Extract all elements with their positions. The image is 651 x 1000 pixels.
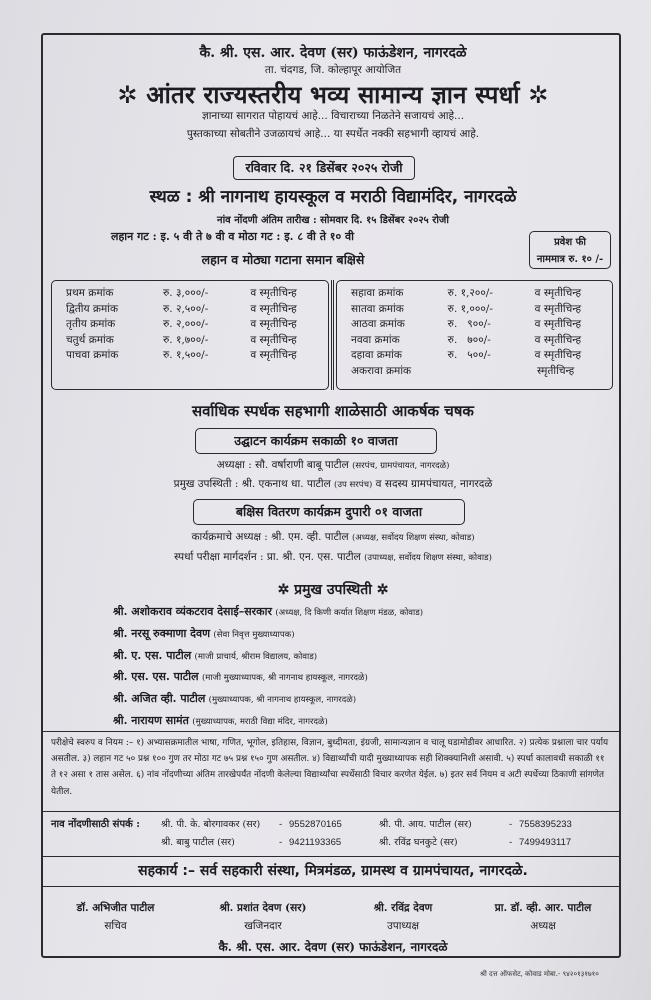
prize-amount: रु. २,५००/- [163, 302, 209, 315]
guest-desc: (सेवा निवृत्त मुख्याध्यापक) [213, 629, 295, 640]
prize-memento: व स्मृतीचिन्ह [534, 302, 582, 315]
guest-name: श्री. एस. एस. पाटील [113, 670, 199, 684]
prize-memento: व स्मृतीचिन्ह [534, 318, 582, 330]
contact-label: नाव नोंदणीसाठी संपर्क : [51, 819, 140, 830]
distribution-president-desc: (अध्यक्ष, सर्वोदय शिक्षण संस्था, कोवाड) [351, 533, 475, 543]
officer-role: सचिव [104, 920, 127, 932]
prize-memento: व स्मृतीचिन्ह [534, 349, 582, 361]
chief-guest-name: प्रमुख उपस्थिती : श्री. एकनाथ धा. पाटील [173, 478, 331, 490]
guest-name: श्री. नरसू रुक्माणा देवण [113, 626, 211, 640]
contact-phone: 7499493117 [519, 837, 572, 848]
guest-desc: (मुख्याध्यापक, मराठी विद्या मंदिर, नागरदळे) [192, 716, 328, 727]
prize-amount: रु. १,५००/- [163, 349, 209, 361]
prize-row [351, 364, 612, 380]
prize-amount: रु. १,०००/- [447, 302, 493, 315]
prize-rank: चतुर्थ क्रमांक [66, 333, 114, 346]
poster-title: ✲ आंतर राज्यस्तरीय भव्य सामान्य ज्ञान स्पर्धा ✲ [117, 81, 549, 109]
organizer-location: ता. चंदगड, जि. कोल्हापूर आयोजित [264, 64, 402, 76]
prize-box-right [336, 280, 613, 390]
guest-item [113, 624, 423, 646]
prize-row [351, 317, 612, 333]
distribution-president-name: कार्यक्रमाचे अध्यक्ष : श्री. एम. व्ही. पाटील [191, 531, 349, 543]
prize-memento: व स्मृतीचिन्ह [534, 287, 582, 299]
equal-prizes-note: लहान व मोठ्या गटाना समान बक्षिसे [201, 252, 365, 267]
contact-row: श्री. बाबु पाटील (सर) - 9421193365 श्री. रविंद्र घनकुटे (सर) - 7499493117 [51, 834, 617, 852]
inauguration-president-desc: (सरपंच, ग्रामपंचायत, नागरदळे) [352, 461, 450, 471]
prize-amount: रु. २,०००/- [163, 318, 209, 330]
guest-list [113, 602, 423, 733]
prize-row [66, 302, 328, 318]
registration-deadline: नांव नोंदणी अंतिम तारीख : सोमवार दि. १५ डिसेंबर २०२५ रोजी [217, 215, 449, 226]
chief-guest-desc: (उप सरपंच) [334, 480, 373, 490]
prize-memento: व स्मृतीचिन्ह [534, 333, 582, 346]
officer [338, 899, 468, 935]
guest-name: श्री. अशोकराव व्यंकटराव देसाई–सरकार [113, 605, 272, 618]
prize-memento: स्मृतीचिन्ह [537, 364, 575, 377]
entry-fee-box [529, 231, 611, 269]
contact-name: श्री. बाबु पाटील (सर) [161, 837, 235, 848]
footer-organizer: कै. श्री. एस. आर. देवण (सर) फाऊंडेशन, नागरदळे [218, 940, 448, 954]
prize-rank: सातवा क्रमांक [351, 302, 404, 315]
guest-desc: (मुख्याध्यापक, श्री नागनाथ हायस्कूल, नागरदळे) [208, 695, 357, 706]
officer-role: खजिनदार [244, 920, 282, 932]
contact-name: श्री. पी. आय. पाटील (सर) [379, 819, 472, 830]
officer [188, 899, 338, 935]
prize-memento: व स्मृतीचिन्ह [250, 287, 297, 299]
chief-guest-suffix: व सदस्य ग्रामपंचायत, नागरदळे [375, 478, 493, 490]
officer-name: श्री. रविंद्र देवण [373, 902, 433, 914]
event-venue: स्थळ : श्री नागनाथ हायस्कूल व मराठी विद्यामंदिर, नागरदळे [149, 187, 517, 207]
prize-rank: अकरावा क्रमांक [351, 364, 412, 377]
guest-item [113, 689, 423, 711]
prize-rank: सहावा क्रमांक [351, 287, 404, 299]
prize-amount: रु. ७००/- [447, 333, 491, 346]
divider [43, 811, 619, 812]
prize-amount: रु. ३,०००/- [163, 287, 209, 299]
age-groups: लहान गट : इ. ५ वी ते ७ वी व मोठा गट : इ. ८ वी ते १० वी [111, 230, 355, 243]
prize-amount [445, 364, 529, 380]
distribution-president [43, 530, 623, 544]
prize-amount: रु. १,७००/- [163, 333, 209, 346]
officer [468, 899, 618, 935]
exam-guide-name: स्पर्धा परीक्षा मार्गदर्शन : प्रा. श्री. एन. एस. पाटील [174, 551, 361, 563]
prize-memento: व स्मृतीचिन्ह [250, 318, 297, 330]
prize-amount: रु. ५००/- [447, 349, 491, 361]
prize-rank: प्रथम क्रमांक [66, 287, 114, 299]
guest-item [113, 646, 423, 668]
contact-section [51, 816, 617, 852]
exam-guide-desc: (उपाध्यक्ष, सर्वोदय शिक्षण संस्था, कोवाड) [364, 553, 492, 563]
guest-name: श्री. अजित व्ही. पाटील [113, 692, 206, 706]
exam-guide [43, 550, 623, 564]
officer-role: अध्यक्ष [530, 920, 556, 932]
inauguration-president [43, 458, 623, 472]
prize-rank: तृतीय क्रमांक [66, 318, 116, 330]
prize-memento: व स्मृतीचिन्ह [250, 302, 297, 315]
prize-amount: रु. ९००/- [447, 318, 491, 330]
prize-memento: व स्मृतीचिन्ह [250, 333, 297, 346]
guests-heading: ✲ प्रमुख उपस्थिती ✲ [277, 582, 389, 598]
prize-rank: पाचवा क्रमांक [66, 349, 119, 361]
support-note: सहकार्य :– सर्व सहकारी संस्था, मित्रमंडळ, ग्रामस्थ व ग्रामपंचायत, नागरदळे. [138, 863, 528, 879]
guest-desc: (माजी प्राचार्य, श्रीराम विद्यालय, कोवाड) [194, 651, 318, 662]
entry-fee-value: नाममात्र रु. १० /- [536, 254, 604, 265]
guest-desc: (अध्यक्ष, दि किणी कर्यात शिक्षण मंडळ, कोवाड) [275, 608, 424, 618]
organizer-name: कै. श्री. एस. आर. देवण (सर) फाऊंडेशन, नागरदळे [199, 45, 467, 61]
prize-row [66, 286, 328, 302]
guest-item [113, 667, 423, 689]
prize-row [351, 302, 612, 318]
officer-name: डॉ. अभिजीत पाटील [76, 902, 155, 914]
prize-distribution-heading: बक्षिस वितरण कार्यक्रम दुपारी ०१ वाजता [193, 499, 465, 525]
contact-phone: 9421193365 [289, 837, 342, 848]
event-date-box: रविवार दि. २१ डिसेंबर २०२५ रोजी [233, 156, 415, 180]
contact-name: श्री. रविंद्र घनकुटे (सर) [379, 837, 458, 848]
guest-name: श्री. नारायण सामंत [113, 713, 189, 727]
prize-rank: दहावा क्रमांक [351, 349, 402, 361]
prize-table [51, 280, 611, 390]
inauguration-chief-guest [43, 477, 623, 491]
printer-credit: श्री दत्त ऑफसेट, कोवाड मोबा.- ९४२०१३१७१० [480, 970, 599, 978]
contact-name: श्री. पी. के. बोरगावकर (सर) [161, 819, 261, 830]
inauguration-heading: उद्घाटन कार्यक्रम सकाळी १० वाजता [195, 428, 437, 454]
divider [43, 886, 619, 887]
prize-row [66, 333, 328, 349]
tagline-line-1: ज्ञानाच्या सागरात पोहायचं आहे... विचाराच्या निळतेने सजायचं आहे... [201, 110, 465, 122]
prize-row [66, 348, 328, 364]
prize-amount: रु. १,२००/- [447, 287, 493, 299]
officer-name: प्रा. डॉ. व्ही. आर. पाटील [494, 902, 592, 914]
prize-row [351, 348, 612, 364]
prize-rank: आठवा क्रमांक [351, 318, 405, 330]
guest-name: श्री. ए. एस. पाटील [113, 648, 192, 662]
contact-phone: 9552870165 [289, 819, 342, 830]
officer-name: श्री. प्रशांत देवण (सर) [219, 902, 307, 914]
prize-divider [331, 280, 334, 390]
entry-fee-label: प्रवेश फी [554, 237, 586, 248]
trophy-note: सर्वाधिक स्पर्धक सहभागी शाळेसाठी आकर्षक चषक [192, 402, 474, 420]
officer-role: उपाध्यक्ष [386, 920, 419, 932]
prize-row [351, 333, 612, 349]
guest-item [113, 602, 423, 624]
officers-row [43, 899, 619, 935]
exam-rules: परीक्षेचे स्वरुप व नियम :– १) अभ्यासक्रमातील भाषा, गणित, भूगोल, इतिहास, विज्ञान, बुध्दीमता, इंग्रजी, सामान्यज्ञान व चालू घडामोडीवर आधारित. २) प्रत्येक प्रश्नाला चार पर्याय असतील. ३) लहान गट ५० प्रश्न १०० गुण तर मोठा गट ७५ प्रश्न १५० गुण असतील. ४) विद्यार्थ्यांची यादी मुख्याध्यापक सही शिक्क्यानिशी असावी. ५) स्पर्धा कालावधी सकाळी ११ ते १२ असा १ तास असेल. ६) नांव नोंदणीच्या अंतिम तारखेपर्यंत नोंदणी केलेल्या विद्यार्थ्यांचा स्पर्धेसाठी विचार करणेत येईल. ७) इतर सर्व नियम व अटी स्पर्धेच्या ठिकाणी सांगणेत येतील. [51, 738, 609, 797]
officer [43, 899, 188, 935]
prize-rank: नववा क्रमांक [351, 333, 400, 346]
guest-desc: (माजी मुख्याध्यापक, श्री नागनाथ हायस्कूल, नागरदळे) [201, 673, 368, 684]
contact-row: नाव नोंदणीसाठी संपर्क : श्री. पी. के. बोरगावकर (सर) - 9552870165 श्री. पी. आय. पाटील (सर) - 7558395233 [51, 816, 617, 834]
prize-box-left [51, 280, 329, 390]
prize-memento: व स्मृतीचिन्ह [250, 349, 297, 361]
poster-frame [41, 33, 621, 958]
divider [43, 731, 619, 732]
prize-rank: द्वितीय क्रमांक [66, 302, 119, 315]
divider [43, 856, 619, 857]
tagline-line-2: पुस्तकाच्या सोबतीने उजळायचं आहे... या स्पर्धेत नक्की सहभागी व्हायचं आहे. [186, 128, 480, 140]
prize-row [351, 286, 612, 302]
guest-item [113, 711, 423, 733]
prize-row [66, 317, 328, 333]
inauguration-president-name: अध्यक्षा : सौ. वर्षाराणी बाबू पाटील [216, 459, 349, 471]
contact-phone: 7558395233 [519, 819, 572, 830]
